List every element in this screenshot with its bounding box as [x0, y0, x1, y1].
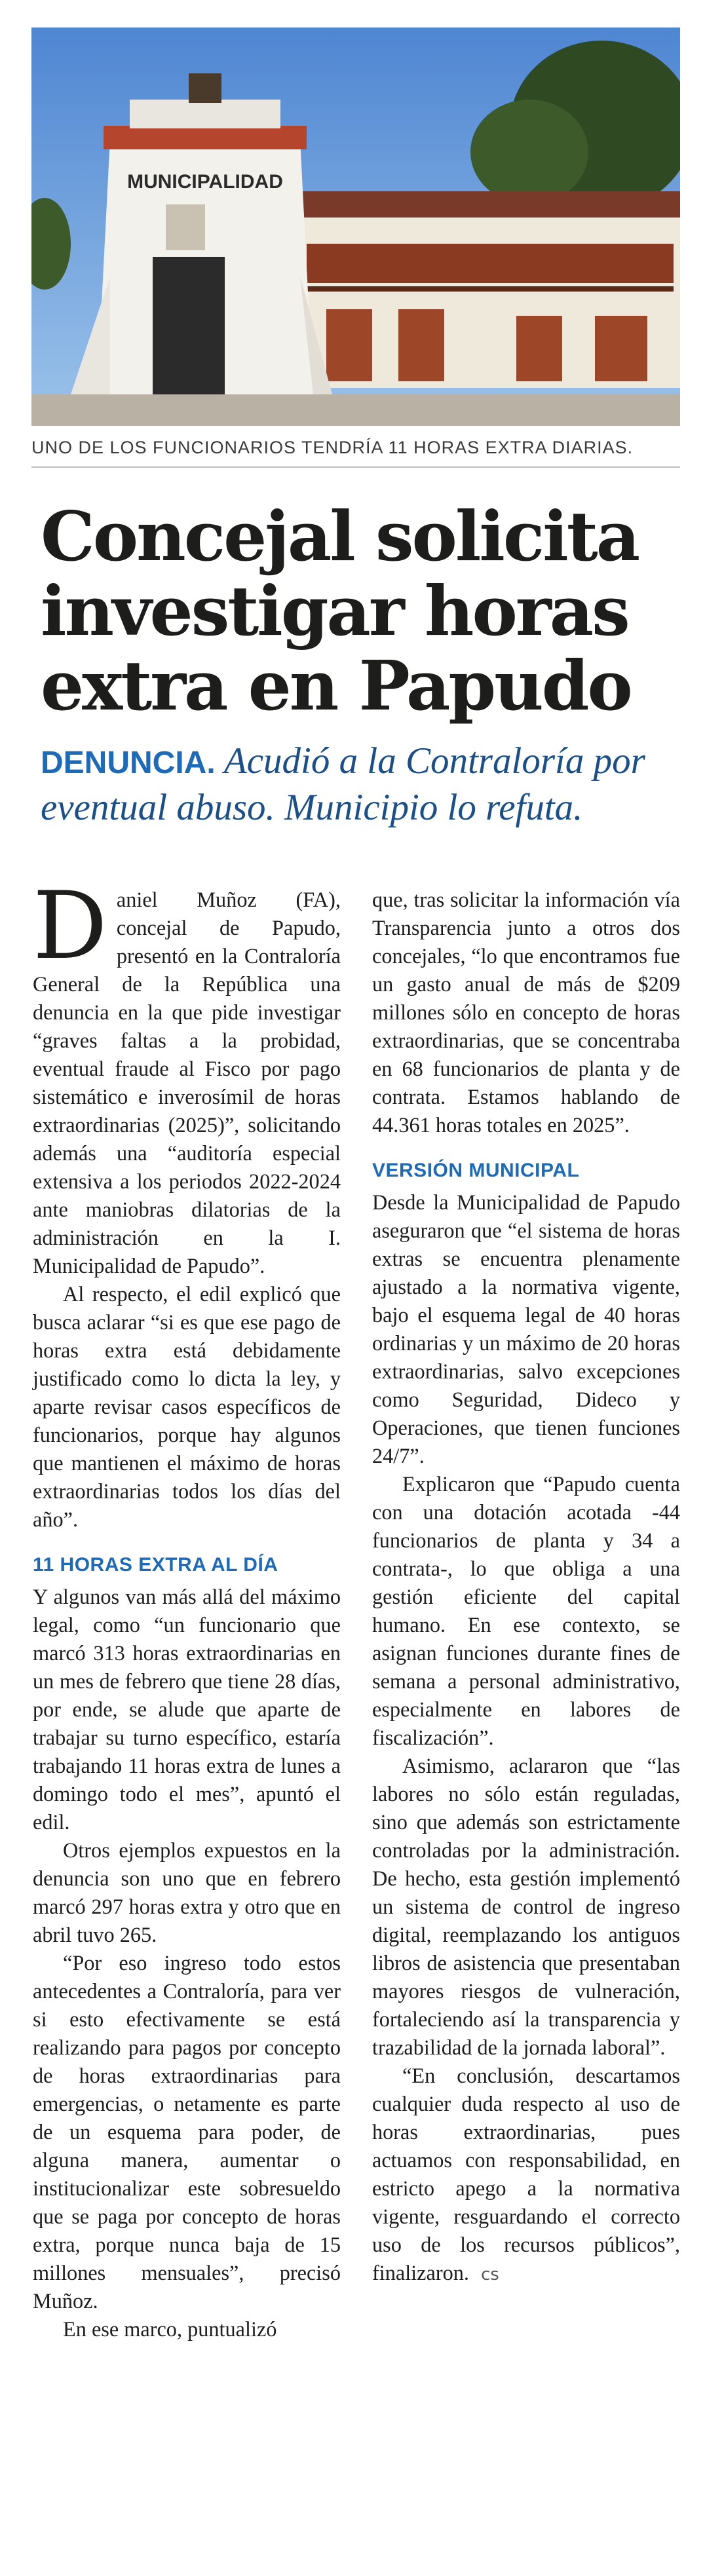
headline-line-3: extra en Papudo	[41, 645, 631, 726]
caption-divider	[31, 466, 680, 468]
deck-text: Acudió a la Contraloría por eventual abuso. Municipio lo refuta.	[41, 740, 645, 828]
headline-line-1: Concejal solicita	[41, 496, 639, 577]
paragraph-10: Asimismo, aclararon que “las labores no sólo están reguladas, sino que además son estrictamente controladas por la administración. De hecho, esta gestión implementó un sistema de control de ingreso digital, reemplazando los antiguos libros de asistencia que presentaban mayores riesgos de vulneración, fortaleciendo así la transparencia y trazabilidad de la jornada laboral”.	[372, 1754, 680, 2059]
subhead-version-municipal: VERSIÓN MUNICIPAL	[372, 1160, 580, 1181]
paragraph-7: que, tras solicitar la información vía Transparencia junto a otros dos concejales, “lo que encontramos fue un gasto anual de más de $209 millones sólo en concepto de horas extraordinarias, que se concentraba en 68 funcionarios de planta y de contrata. Estamos hablando de 44.361 horas totales en 2025”.	[372, 888, 680, 1137]
headline-line-2: investigar horas	[41, 571, 628, 651]
paragraph-9: Explicaron que “Papudo cuenta con una dotación acotada -44 funcionarios de planta y 34 a contrata-, lo que obliga a una gestión eficiente del capital humano. En ese contexto, se asignan funciones durante fines de semana a personal administrativo, especialmente en labores de fiscalización”.	[372, 1472, 680, 1749]
article-photo	[31, 28, 680, 426]
end-mark-icon: cs	[480, 2265, 499, 2284]
paragraph-5: “Por eso ingreso todo estos antecedentes a Contraloría, para ver si esto efectivamente se está realizando para pagos por concepto de horas extraordinarias para emergencias, o netamente es parte de un esquema para poder, de alguna manera, aumentar o institucionalizar este sobresueldo que se paga por concepto de horas extra, porque nunca baja de 15 millones mensuales”, precisó Muñoz.	[33, 1951, 341, 2313]
paragraph-11	[372, 2062, 680, 2289]
building-sign: MUNICIPALIDAD	[127, 171, 283, 193]
paragraph-1-text: aniel Muñoz (FA), concejal de Papudo, presentó en la Contraloría General de la República una denuncia en la que pide investigar “graves faltas a la probidad, eventual fraude al Fisco por pago sistemático e inverosímil de horas extraordinarias (2025)”, solicitando además una “auditoría especial extensiva a los periodos 2022-2024 ante maniobras dilatorias de la administración en la I. Municipalidad de Papudo”.	[33, 888, 341, 1278]
paragraph-6: En ese marco, puntualizó	[63, 2317, 277, 2341]
paragraph-2: Al respecto, el edil explicó que busca aclarar “si es que ese pago de horas extra está debidamente justificado como lo dicta la ley, y aparte revisar casos específicos de funcionarios, porque hay algunos que mantienen el máximo de horas extraordinarias todos los días del año”.	[33, 1282, 341, 1531]
paragraph-11-text: “En conclusión, descartamos cualquier duda respecto al uso de horas extraordinarias, pues actuamos con responsabilidad, en estricto apego a la normativa vigente, resguardando el correcto uso de los recursos públicos”, finalizaron.	[372, 2064, 680, 2284]
paragraph-1	[33, 872, 341, 1280]
paragraph-4: Otros ejemplos expuestos en la denuncia son uno que en febrero marcó 297 horas extra y otro que en abril tuvo 265.	[33, 1838, 341, 1946]
right-column	[372, 886, 680, 2289]
municipal-building-illustration	[31, 28, 680, 426]
dropcap: D	[33, 872, 107, 980]
paragraph-8: Desde la Municipalidad de Papudo aseguraron que “el sistema de horas extras se encuentra plenamente ajustado a la normativa vigente, bajo el esquema legal de 40 horas ordinarias y un máximo de 20 horas extraordinarias, salvo excepciones como Seguridad, Dideco y Operaciones, que tienen funciones 24/7”.	[372, 1190, 680, 1468]
paragraph-3: Y algunos van más allá del máximo legal, como “un funcionario que marcó 313 horas extraordinarias en un mes de febrero que tiene 28 días, por ende, se alude que aparte de trabajar su turno específico, estaría trabajando 11 horas extra de lunes a domingo todo el mes”, apuntó el edil.	[33, 1585, 341, 1834]
left-column	[33, 872, 341, 2343]
subhead-11-horas: 11 HORAS EXTRA AL DÍA	[33, 1554, 278, 1576]
photo-caption: UNO DE LOS FUNCIONARIOS TENDRÍA 11 HORAS EXTRA DIARIAS.	[31, 438, 634, 457]
deck	[41, 739, 683, 830]
headline	[41, 496, 683, 726]
deck-kicker: DENUNCIA.	[41, 746, 216, 780]
